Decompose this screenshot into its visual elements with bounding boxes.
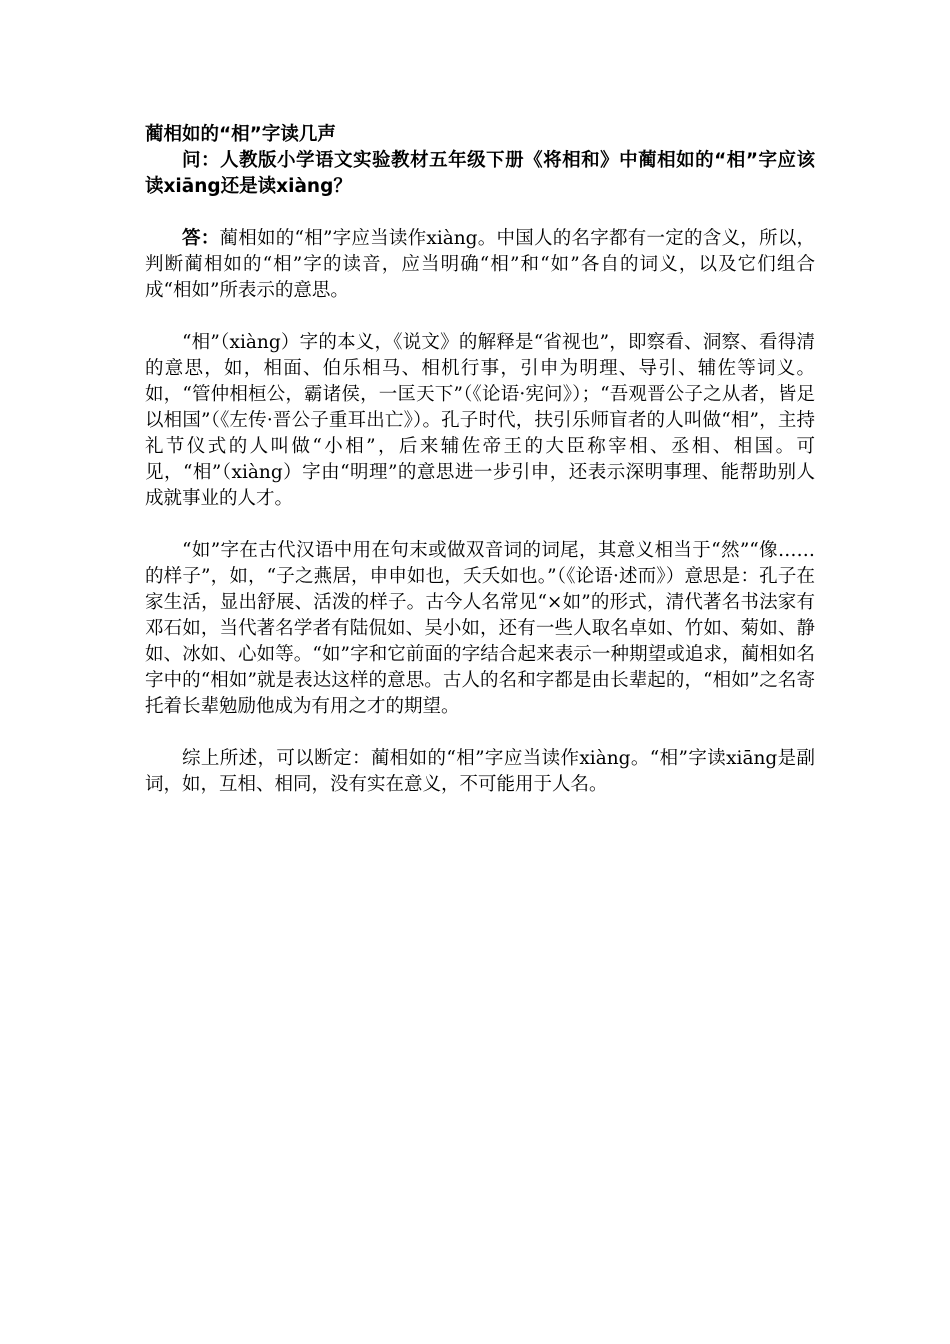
answer-paragraph: [145, 226, 815, 304]
question-paragraph: 问：人教版小学语文实验教材五年级下册《将相和》中蔺相如的“相”字应该读xiāng还是读xiàng？: [145, 150, 815, 197]
spacer: [145, 304, 815, 330]
answer-label: 答：: [182, 228, 220, 249]
document-page: [145, 122, 815, 798]
answer-text: 蔺相如的“相”字应当读作xiàng。中国人的名字都有一定的含义，所以，判断蔺相如的“相”字的读音，应当明确“相”和“如”各自的词义，以及它们组合成“相如”所表示的意思。: [145, 228, 815, 301]
ru-meaning-paragraph: “如”字在古代汉语中用在句末或做双音词的词尾，其意义相当于“然”“像……的样子”，如，“子之燕居，申申如也，夭夭如也。”（《论语·述而》）意思是：孔子在家生活，显出舒展、活泼的样子。古今人名常见“×如”的形式，清代著名书法家有邓石如，当代著名学者有陆侃如、吴小如，还有一些人取名卓如、竹如、菊如、静如、冰如、心如等。“如”字和它前面的字结合起来表示一种期望或追求，蔺相如名字中的“相如”就是表达这样的意思。古人的名和字都是由长辈起的，“相如”之名寄托着长辈勉励他成为有用之才的期望。: [145, 540, 815, 717]
xiang-meaning-paragraph: “相”（xiàng）字的本义，《说文》的解释是“省视也”，即察看、洞察、看得清的意思，如，相面、伯乐相马、相机行事，引申为明理、导引、辅佐等词义。如，“管仲相桓公，霸诸侯，一匡天下”（《论语·宪问》）；“吾观晋公子之从者，皆足以相国”（《左传·晋公子重耳出亡》）。孔子时代，扶引乐师盲者的人叫做“相”，主持礼节仪式的人叫做“小相”，后来辅佐帝王的大臣称宰相、丞相、相国。可见，“相”（xiàng）字由“明理”的意思进一步引申，还表示深明事理、能帮助别人成就事业的人才。: [145, 332, 815, 509]
spacer: [145, 720, 815, 746]
spacer: [145, 200, 815, 226]
spacer: [145, 512, 815, 538]
document-title: 蔺相如的“相”字读几声: [145, 124, 336, 145]
conclusion-paragraph: 综上所述，可以断定：蔺相如的“相”字应当读作xiàng。“相”字读xiāng是副词，如，互相、相同，没有实在意义，不可能用于人名。: [145, 748, 815, 795]
